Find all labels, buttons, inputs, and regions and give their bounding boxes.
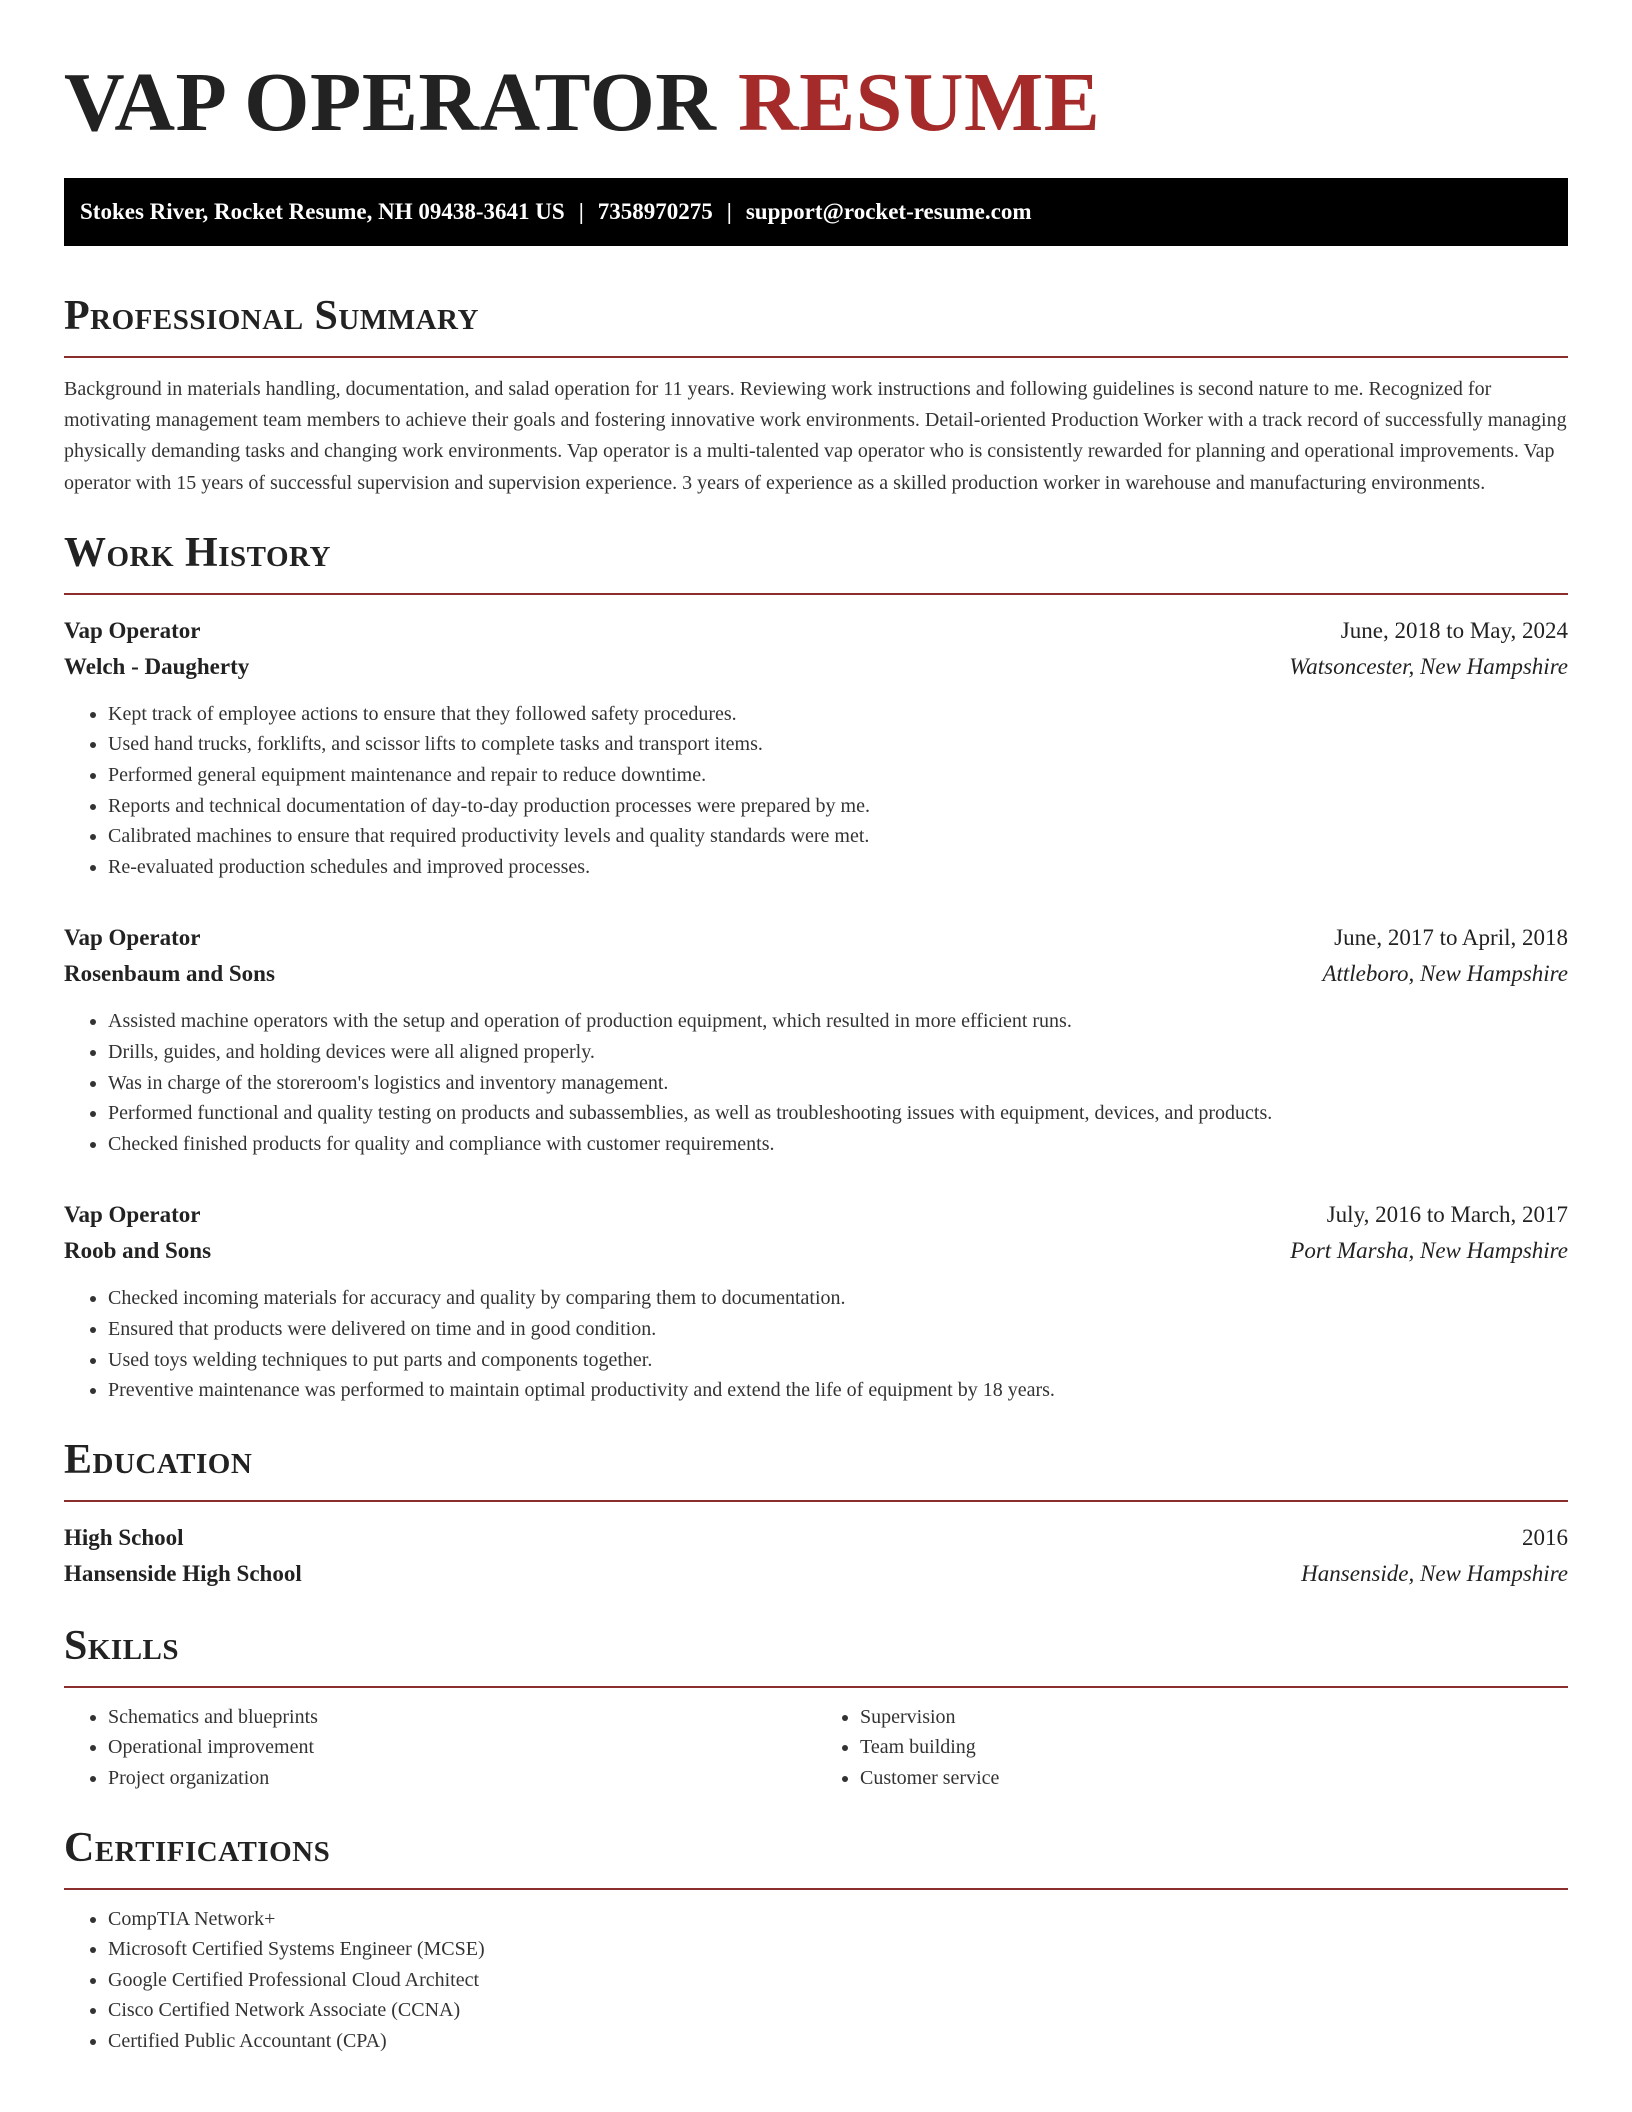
work-history-heading: Work History [64, 529, 331, 576]
job-header-row [64, 613, 1568, 649]
job-company-row [64, 1233, 1568, 1269]
job-entry [64, 613, 1568, 883]
contact-email: support@rocket-resume.com [745, 199, 1032, 224]
job-company: Roob and Sons [64, 1238, 212, 1264]
list-item: • Project organization [108, 1763, 816, 1794]
list-item: • Operational improvement [108, 1732, 816, 1763]
section-divider [64, 1500, 1568, 1502]
certifications-section [64, 1822, 1568, 2057]
job-title: Vap Operator [64, 1202, 201, 1228]
education-location: Hansenside, New Hampshire [1301, 1560, 1568, 1586]
title-main: VAP OPERATOR [64, 56, 717, 149]
list-item: • Preventive maintenance was performed to maintain optimal productivity and extend the life of equipment by 18 years. [108, 1375, 1568, 1406]
job-dates: July, 2016 to March, 2017 [1326, 1202, 1568, 1228]
certifications-heading: Certifications [64, 1824, 331, 1871]
job-location: Port Marsha, New Hampshire [1290, 1238, 1568, 1264]
job-company-row [64, 649, 1568, 685]
job-dates: June, 2018 to May, 2024 [1340, 617, 1568, 643]
summary-heading: Professional Summary [64, 293, 479, 339]
education-heading: Education [64, 1436, 253, 1483]
job-company-row [64, 956, 1568, 992]
list-item: • Checked incoming materials for accuracy and quality by comparing them to documentation. [108, 1283, 1568, 1314]
job-bullets [64, 1283, 1568, 1405]
list-item: • Re-evaluated production schedules and improved processes. [108, 852, 1568, 883]
education-entry [64, 1520, 1568, 1592]
job-company: Welch - Daugherty [64, 653, 250, 679]
job-bullets [64, 699, 1568, 883]
list-item: • Performed functional and quality testing on products and subassemblies, as well as troubleshooting issues with equipment, devices, and products. [108, 1098, 1568, 1129]
education-section [64, 1434, 1568, 1592]
list-item: • Cisco Certified Network Associate (CCNA) [108, 1995, 1568, 2026]
list-item: • CompTIA Network+ [108, 1904, 1568, 1935]
skills-columns [64, 1702, 1568, 1794]
list-item: • Supervision [860, 1702, 1568, 1733]
contact-address: Stokes River, Rocket Resume, NH 09438-3641 US [80, 199, 565, 224]
list-item: • Used hand trucks, forklifts, and scissor lifts to complete tasks and transport items. [108, 729, 1568, 760]
skills-section [64, 1620, 1568, 1794]
list-item: • Ensured that products were delivered on time and in good condition. [108, 1314, 1568, 1345]
list-item: • Certified Public Accountant (CPA) [108, 2026, 1568, 2057]
job-header-row [64, 920, 1568, 956]
job-entry [64, 920, 1568, 1159]
skills-list-left [64, 1702, 816, 1794]
section-divider [64, 356, 1568, 358]
contact-bar [64, 178, 1568, 246]
list-item: • Microsoft Certified Systems Engineer (MCSE) [108, 1934, 1568, 1965]
list-item: • Kept track of employee actions to ensure that they followed safety procedures. [108, 699, 1568, 730]
job-company: Rosenbaum and Sons [64, 961, 275, 987]
skills-list-right [816, 1702, 1568, 1794]
section-divider [64, 1888, 1568, 1890]
job-location: Attleboro, New Hampshire [1322, 961, 1568, 987]
list-item: • Drills, guides, and holding devices were all aligned properly. [108, 1037, 1568, 1068]
list-item: • Used toys welding techniques to put parts and components together. [108, 1345, 1568, 1376]
list-item: • Team building [860, 1732, 1568, 1763]
contact-separator: | [578, 199, 584, 224]
section-divider [64, 1686, 1568, 1688]
list-item: • Calibrated machines to ensure that required productivity levels and quality standards were met. [108, 821, 1568, 852]
list-item: • Checked finished products for quality and compliance with customer requirements. [108, 1129, 1568, 1160]
skills-heading: Skills [64, 1622, 180, 1669]
title-accent: RESUME [737, 56, 1101, 149]
list-item: • Performed general equipment maintenance and repair to reduce downtime. [108, 760, 1568, 791]
summary-section [64, 290, 1568, 499]
list-item: • Was in charge of the storeroom's logistics and inventory management. [108, 1068, 1568, 1099]
job-location: Watsoncester, New Hampshire [1289, 653, 1568, 679]
job-entry [64, 1197, 1568, 1405]
job-header-row [64, 1197, 1568, 1233]
contact-phone: 7358970275 [597, 199, 713, 224]
job-bullets [64, 1006, 1568, 1159]
contact-separator: | [726, 199, 732, 224]
job-dates: June, 2017 to April, 2018 [1334, 925, 1568, 951]
work-history-section [64, 527, 1568, 1406]
list-item: • Customer service [860, 1763, 1568, 1794]
list-item: • Reports and technical documentation of day-to-day production processes were prepared by me. [108, 791, 1568, 822]
list-item: • Schematics and blueprints [108, 1702, 816, 1733]
education-school-row [64, 1556, 1568, 1592]
summary-text: Background in materials handling, documentation, and salad operation for 11 years. Reviewing work instructions and following guidelines is second nature to me. Recognized for motivating management team members to achieve their goals and fostering innovative work environments. Detail-oriented Production Worker with a track record of successfully managing physically demanding tasks and changing work environments. Vap operator is a multi-talented vap operator who is consistently rewarded for planning and operational improvements. Vap operator with 15 years of successful supervision and supervision experience. 3 years of experience as a skilled production worker in warehouse and manufacturing environments. [64, 378, 1567, 494]
resume-title [64, 56, 1568, 150]
list-item: • Google Certified Professional Cloud Architect [108, 1965, 1568, 1996]
certifications-list [64, 1904, 1568, 2057]
list-item: • Assisted machine operators with the setup and operation of production equipment, which resulted in more efficient runs. [108, 1006, 1568, 1037]
education-header-row [64, 1520, 1568, 1556]
education-year: 2016 [1522, 1524, 1568, 1550]
education-school: Hansenside High School [64, 1560, 302, 1586]
job-title: Vap Operator [64, 617, 201, 643]
job-title: Vap Operator [64, 925, 201, 951]
section-divider [64, 593, 1568, 595]
education-degree: High School [64, 1524, 184, 1550]
